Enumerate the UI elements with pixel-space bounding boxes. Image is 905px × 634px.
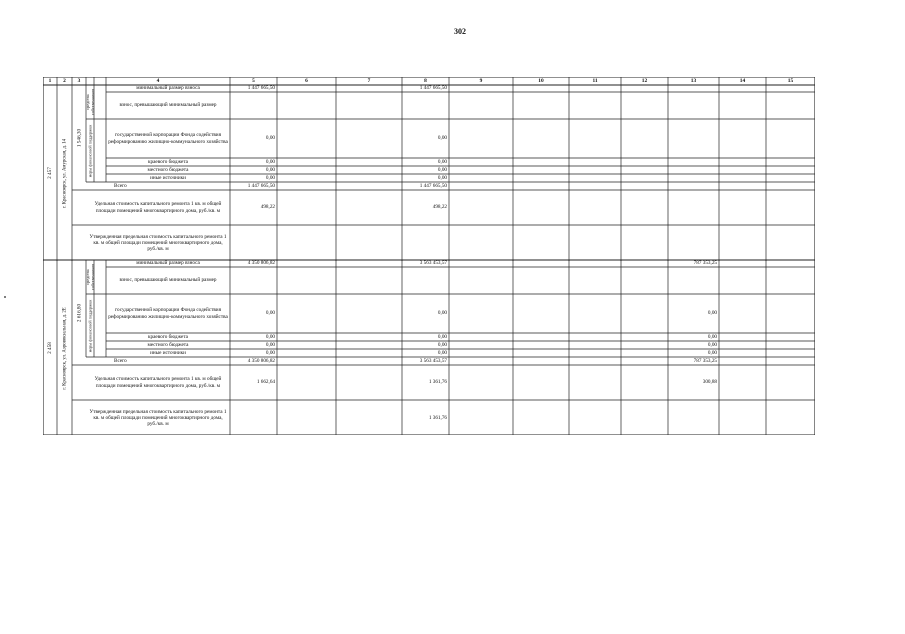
column-header-1: 1 [48, 78, 52, 84]
cell-c5-total: 4 350 806,82 [247, 357, 275, 364]
cell-c13-local-budget: 0,00 [707, 341, 717, 348]
group-own-funds: средства собственников [84, 88, 95, 116]
cell-c8-local-budget: 0,00 [437, 341, 447, 348]
column-header-10: 10 [538, 78, 544, 84]
column-header-14: 14 [739, 78, 746, 84]
cell-c5-other-sources: 0,00 [265, 174, 275, 181]
row-label-specific-cost: Удельная стоимость капитального ремонта 1 кв. м общей площади помещений многоквартирного дома, руб./кв. м [94, 201, 222, 214]
column-header-5: 5 [252, 78, 255, 84]
cell-c13-other-sources: 0,00 [707, 349, 717, 356]
column-header-4: 4 [156, 78, 160, 84]
row-label-state-corp: государственной корпорации Фонда содействия реформированию жилищно-коммунального хозяйства [108, 132, 228, 145]
cell-c13-min-contribution: 787 353,25 [693, 260, 717, 267]
cell-c8-total: 1 447 665,50 [419, 182, 447, 189]
group-support-measures: меры финансовой поддержки [87, 124, 93, 177]
row-label-regional-budget: краевого бюджета [148, 158, 188, 165]
cell-c8-other-sources: 0,00 [437, 174, 447, 181]
cell-c8-total: 3 563 453,57 [419, 357, 447, 364]
row-label-total: Всего [114, 357, 127, 364]
cell-c5-min-contribution: 4 350 806,82 [247, 260, 275, 267]
column-header-11: 11 [592, 78, 598, 84]
cell-c8-max-cost: 1 361,76 [428, 414, 447, 421]
cell-c8-other-sources: 0,00 [437, 349, 447, 356]
cell-c5-other-sources: 0,00 [265, 349, 275, 356]
row-label-other-sources: иные источники [150, 349, 186, 356]
group-own-funds: средства собственников [84, 263, 95, 291]
block-area: 1 546,30 [75, 128, 82, 147]
row-label-min-contribution: минимальный размер взноса [136, 85, 200, 92]
cell-c8-specific-cost: 498,22 [432, 204, 447, 211]
cell-c5-local-budget: 0,00 [265, 166, 275, 173]
cell-c8-state-corp: 0,00 [437, 135, 447, 142]
cell-c8-local-budget: 0,00 [437, 166, 447, 173]
scan-speck [4, 296, 6, 298]
cell-c8-min-contribution: 1 447 665,50 [419, 85, 447, 92]
row-label-state-corp: государственной корпорации Фонда содействия реформированию жилищно-коммунального хозяйства [108, 307, 228, 320]
row-label-other-sources: иные источники [150, 174, 186, 181]
cell-c13-total: 787 353,25 [693, 357, 717, 364]
cell-c8-state-corp: 0,00 [437, 310, 447, 317]
block-number: 2 457 [46, 167, 53, 179]
cell-c13-specific-cost: 300,88 [702, 379, 717, 386]
cell-c5-regional-budget: 0,00 [265, 333, 275, 340]
block-address: г. Красноярск, ул. Амурская, д. 14 [61, 138, 67, 208]
row-label-specific-cost: Удельная стоимость капитального ремонта 1 кв. м общей площади помещений многоквартирного дома, руб./кв. м [94, 376, 222, 389]
group-support-measures: меры финансовой поддержки [87, 299, 93, 352]
column-header-15: 15 [787, 78, 794, 84]
column-header-13: 13 [690, 78, 697, 84]
row-label-max-cost: Утвержденная предельная стоимость капитального ремонта 1 кв. м общей площади помещений многоквартирного дома, руб./кв. м [89, 408, 227, 428]
cell-c8-regional-budget: 0,00 [437, 333, 447, 340]
row-label-excess-contribution: взнос, превышающий минимальный размер [119, 102, 217, 109]
row-label-local-budget: местного бюджета [147, 166, 189, 173]
row-label-max-cost: Утвержденная предельная стоимость капитального ремонта 1 кв. м общей площади помещений многоквартирного дома, руб./кв. м [89, 233, 227, 253]
block-number: 2 458 [46, 342, 53, 354]
column-header-12: 12 [641, 78, 648, 84]
column-header-7: 7 [367, 78, 371, 84]
cell-c5-state-corp: 0,00 [265, 310, 275, 317]
column-header-3: 3 [77, 78, 81, 84]
column-header-6: 6 [305, 78, 308, 84]
cell-c5-state-corp: 0,00 [265, 135, 275, 142]
page-number: 302 [454, 27, 466, 36]
row-label-min-contribution: минимальный размер взноса [136, 260, 200, 267]
row-label-total: Всего [114, 182, 127, 189]
cell-c8-min-contribution: 3 563 453,57 [419, 260, 447, 267]
column-header-2: 2 [63, 78, 66, 84]
block-area: 2 616,80 [75, 303, 82, 322]
cell-c8-specific-cost: 1 361,76 [428, 379, 447, 386]
column-header-9: 9 [479, 78, 483, 84]
cell-c13-state-corp: 0,00 [707, 310, 717, 317]
cell-c8-regional-budget: 0,00 [437, 158, 447, 165]
cell-c5-min-contribution: 1 447 665,50 [247, 85, 275, 92]
row-label-excess-contribution: взнос, превышающий минимальный размер [119, 277, 217, 284]
row-label-local-budget: местного бюджета [147, 341, 189, 348]
cell-c5-local-budget: 0,00 [265, 341, 275, 348]
row-label-regional-budget: краевого бюджета [148, 333, 188, 340]
cell-c13-regional-budget: 0,00 [707, 333, 717, 340]
repair-cost-table [43, 77, 815, 435]
cell-c5-specific-cost: 1 662,64 [256, 379, 275, 386]
cell-c5-regional-budget: 0,00 [265, 158, 275, 165]
cell-c5-total: 1 447 665,50 [247, 182, 275, 189]
cell-c5-specific-cost: 498,22 [260, 204, 275, 211]
column-header-8: 8 [424, 78, 427, 84]
block-address: г. Красноярск, ул. Аэровокзальная, д. 2Е [61, 306, 67, 390]
